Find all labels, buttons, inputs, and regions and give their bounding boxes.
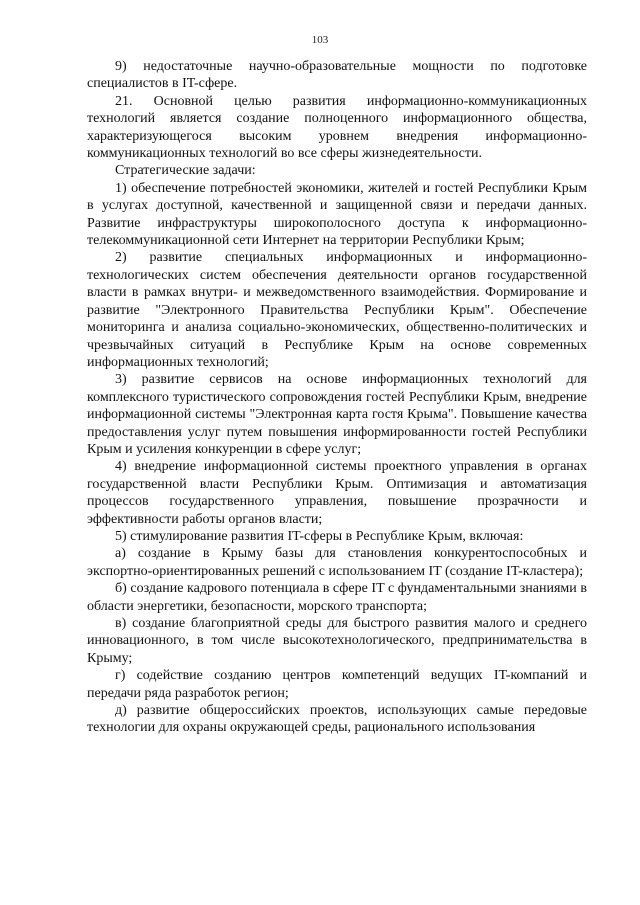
paragraph-item-9: 9) недостаточные научно-образовательные мощности по подготовке специалистов в IT-сфере. [87, 59, 587, 92]
paragraph-task-2: 2) развитие специальных информационных и информационно-технологических систем обеспечения деятельности органов государственной власти в рамках внутри- и межведомственного взаимодействия. Формирование и развитие "Электронного Правительства Республики Крым". Обеспечение мониторинга и анализа социально-экономических, общественно-политических и чрезвычайных ситуаций в Республике Крым на основе современных информационных технологий; [87, 250, 587, 370]
page-number: 103 [311, 34, 329, 46]
paragraph-task-5b: б) создание кадрового потенциала в сфере IT с фундаментальными знаниями в области энергетики, безопасности, морского транспорта; [87, 581, 587, 614]
paragraph-task-4: 4) внедрение информационной системы проектного управления в органах государственной власти Республики Крым. Оптимизация и автоматизация процессов государственного управления, повышение прозрачности и эффективности работы органов власти; [87, 459, 587, 527]
document-body [87, 58, 587, 737]
paragraph-task-3: 3) развитие сервисов на основе информационных технологий для комплексного туристического сопровождения гостей Республики Крым, внедрение информационной системы "Электронная карта гостя Крыма". Повышение качества предоставления услуг путем повышения информированности гостей Республики Крым и усиления конкуренции в сфере услуг; [87, 372, 587, 457]
paragraph-task-5: 5) стимулирование развития IT-сферы в Республике Крым, включая: [115, 528, 524, 544]
paragraph-task-5d: д) развитие общероссийских проектов, использующих самые передовые технологии для охраны окружающей среды, рационального использования [87, 703, 587, 736]
paragraph-21-main-goal: 21. Основной целью развития информационно-коммуникационных технологий является создание полноценного информационного общества, характеризующегося высоким уровнем внедрения информационно-коммуникационных технологий во все сферы жизнедеятельности. [87, 93, 587, 162]
paragraph-task-5g: г) содействие созданию центров компетенций ведущих IT-компаний и передачи ряда разработок регион; [87, 668, 587, 701]
paragraph-task-5v: в) создание благоприятной среды для быстрого развития малого и среднего инновационного, в том числе высокотехнологического, предпринимательства в Крыму; [87, 616, 587, 666]
paragraph-strategic-tasks-heading: Стратегические задачи: [115, 163, 256, 179]
paragraph-task-1: 1) обеспечение потребностей экономики, жителей и гостей Республики Крым в услугах доступной, качественной и защищенной связи и передачи данных. Развитие инфраструктуры широкополосного доступа к информационно-телекоммуникационной сети Интернет на территории Республики Крым; [87, 180, 587, 249]
paragraph-task-5a: а) создание в Крыму базы для становления конкурентоспособных и экспортно-ориентированных решений с использованием IT (создание IT-кластера); [87, 546, 587, 579]
